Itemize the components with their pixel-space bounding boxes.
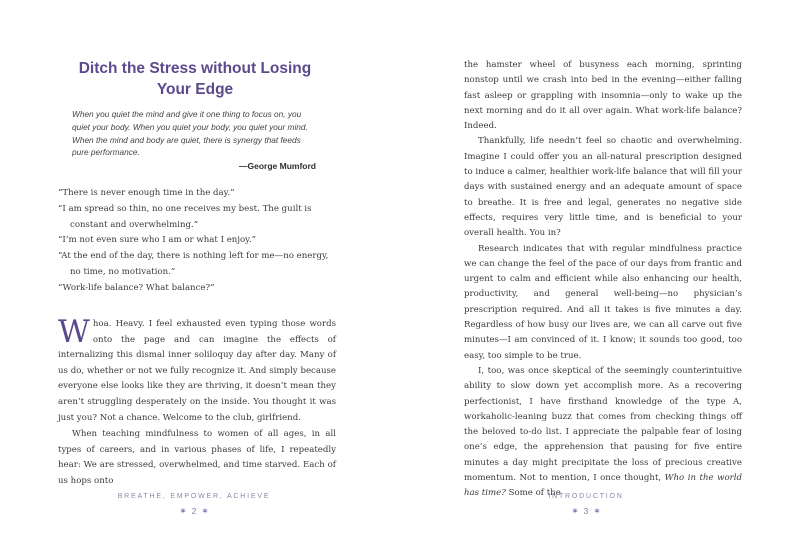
italic-phrase: Who in the world has time? — [464, 473, 742, 499]
star-ornament-icon: ✶ — [201, 506, 209, 516]
body-text — [464, 58, 742, 502]
quote-item: “There is never enough time in the day.” — [58, 188, 235, 198]
right-page — [400, 0, 800, 545]
quote-item: “I am spread so thin, no one receives my best. The guilt is constant and overwhelming.” — [58, 203, 312, 230]
running-footer: INTRODUCTION — [548, 493, 624, 500]
body-paragraph: When teaching mindfulness to women of all ages, in all types of careers, and in various phases of life, I repeatedly hear: We are stressed, overwhelmed, and time starved. Each of us hops onto — [58, 429, 336, 486]
quote-item: “At the end of the day, there is nothing left for me—no energy, no time, no motivation.” — [58, 251, 329, 277]
body-paragraph: Thankfully, life needn’t feel so chaotic and overwhelming. Imagine I could offer you an all-natural prescription designed to induce a calmer, healthier work-life balance that will fill your days with sustained energy and an adequate amount of space to breathe. It is free and legal, generates no negative side effects, requires very little time, and is beneficial to your overall health. You in? — [464, 136, 742, 239]
body-paragraph — [464, 364, 742, 502]
page-number-block — [496, 506, 676, 517]
body-paragraph: Research indicates that with regular mindfulness practice we can change the feel of the pace of our days from frantic and urgent to calm and efficient while also enhancing our health, productivity, and general well-being—no physician’s prescription required. And all it takes is five minutes a day. Regardless of how busy our lives are, we can all carve out five minutes—I am convinced of it. I know; it sounds too good, too easy, too simple to be true. — [464, 243, 742, 361]
paragraph-text: I, too, was once skeptical of the seemingly counterintuitive ability to slow down yet accomplish more. As a recovering perfectionist, I have firsthand knowledge of the type A, workaholic-leaning buzz that comes from checking things off the beloved to-do list. I appreciate the palpable fear of losing one’s edge, the apprehension that pausing for five entire minutes a day might precipitate the loss of precious creative momentum. Not to mention, I once thought, — [464, 365, 742, 484]
quote-item: “I’m not even sure who I am or what I enjoy.” — [58, 235, 257, 246]
running-footer: BREATHE, EMPOWER, ACHIEVE — [117, 493, 271, 500]
paragraph-text: Some of the — [508, 488, 561, 499]
body-paragraph: the hamster wheel of busyness each morning, sprinting nonstop until we crash into bed in the evening—either falling fast asleep or grappling with insomnia—only to wake up the next morning and do it all over again. What work-life balance? Indeed. — [464, 60, 742, 132]
star-ornament-icon: ✶ — [571, 506, 579, 516]
epigraph-attribution: —George Mumford — [239, 161, 316, 171]
chapter-title: Ditch the Stress without Losing Your Edge — [78, 60, 312, 98]
drop-cap: W — [58, 314, 90, 350]
page-number-block — [104, 506, 284, 517]
star-ornament-icon: ✶ — [593, 506, 601, 516]
quote-item: “Work-life balance? What balance?” — [58, 282, 215, 293]
star-ornament-icon: ✶ — [179, 506, 187, 516]
page-number: 3 — [583, 507, 589, 516]
page-number: 2 — [191, 507, 197, 516]
quote-list — [58, 186, 338, 297]
epigraph: When you quiet the mind and give it one thing to focus on, you quiet your body. When you quiet your body, you quiet your mind. When the mind and body are quiet, there is synergy that feeds pure performance. — [72, 109, 308, 158]
opening-paragraph — [58, 314, 336, 426]
opening-paragraph-text: hoa. Heavy. I feel exhausted even typing those words onto the page and can imagine the effects of internalizing this dismal inner soliloquy day after day. Many of us do, whether or not we fully recognize it. And simply because everyone else looks like they are thriving, it doesn’t mean they aren’t struggling desperately on the inside. You thought it was just you? Not a chance. Welcome to the club, girlfriend. — [58, 319, 336, 423]
